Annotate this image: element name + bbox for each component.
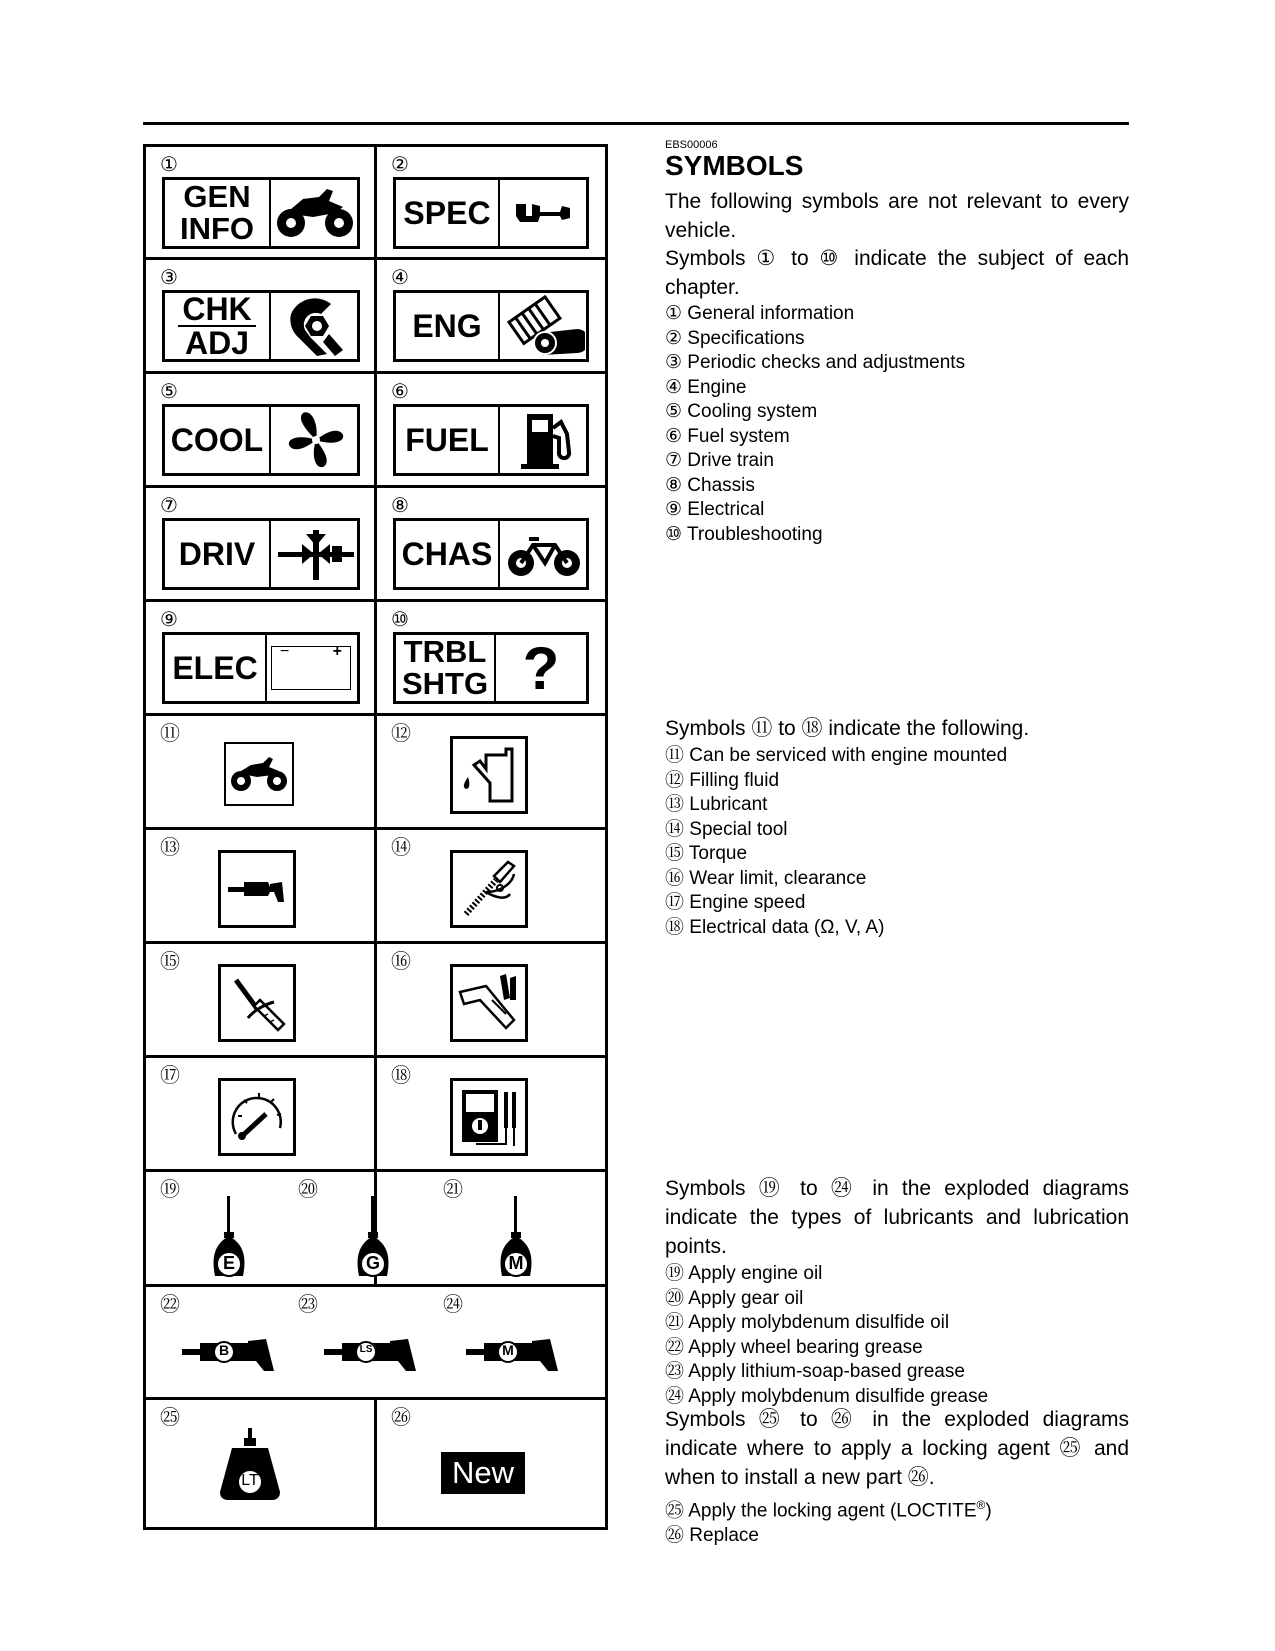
special-tool-icon — [450, 850, 528, 928]
symbol-number: ⑭ — [391, 837, 411, 859]
list-item: ③ Periodic checks and adjustments — [665, 352, 966, 373]
list-item: ㉒ Apply wheel bearing grease — [665, 1336, 923, 1358]
engine-mounted-icon — [224, 742, 294, 806]
locking-agent-icon — [218, 1428, 282, 1502]
tachometer-icon — [218, 1078, 296, 1156]
list-item: ⑳ Apply gear oil — [665, 1287, 804, 1309]
symbol-number: ⑫ — [391, 723, 411, 745]
oil-type-letter: E — [222, 1253, 235, 1273]
symbol-number: ⑰ — [160, 1065, 180, 1087]
page-title: SYMBOLS — [665, 150, 804, 181]
symbol-number: ⑤ — [160, 381, 178, 403]
symbol-number: ⑪ — [160, 723, 180, 745]
fuel-label — [393, 404, 589, 476]
symbol-cell-6 — [377, 374, 605, 485]
list-item: ⑰ Engine speed — [665, 892, 806, 913]
oil-can-icon — [353, 1194, 393, 1278]
list-item: ⑦ Drive train — [665, 450, 774, 471]
symbol-number: ㉓ — [298, 1294, 318, 1316]
new-part-badge: New — [441, 1452, 525, 1494]
filling-fluid-icon — [450, 736, 528, 814]
gear-wrench-icon — [269, 293, 363, 359]
symbol-cell-14 — [377, 830, 605, 941]
grease-type-letter: LS — [359, 1344, 373, 1355]
locking-agent-letters: LT — [241, 1472, 259, 1489]
drive-train-icon — [269, 521, 363, 587]
section-code: EBS00006 — [665, 139, 718, 151]
symbol-number: ⑲ — [160, 1179, 180, 1201]
locking-symbol-list — [665, 1493, 1129, 1548]
list-item: ⑪ Can be serviced with engine mounted — [665, 745, 1008, 766]
list-item: ⑤ Cooling system — [665, 401, 818, 422]
label-text: TRBL — [403, 634, 487, 669]
top-rule — [143, 122, 1129, 125]
list-item-text: ㉕ Apply the locking agent (LOCTITE — [665, 1500, 977, 1522]
symbol-cell-2 — [377, 147, 605, 257]
symbol-number: ③ — [160, 267, 178, 289]
symbol-number: ⑳ — [298, 1179, 318, 1201]
label-text: SHTG — [401, 666, 489, 701]
registered-mark: ® — [976, 1498, 986, 1512]
list-item: ⑬ Lubricant — [665, 794, 768, 815]
section4-paragraph: Symbols ㉕ to ㉖ in the exploded diagrams indicate where to apply a locking agent ㉕ and when to install a new part ㉖. — [665, 1408, 1129, 1489]
symbol-cell-17 — [146, 1058, 374, 1169]
list-item: ㉑ Apply molybdenum disulfide oil — [665, 1312, 950, 1333]
symbol-grid — [143, 144, 608, 1530]
symbol-number: ㉒ — [160, 1294, 180, 1316]
label-text: COOL — [170, 422, 264, 458]
symbol-cell-5 — [146, 374, 374, 485]
minus-sign: − — [280, 643, 290, 660]
symbol-cell-8 — [377, 488, 605, 599]
symbol-cell-18 — [377, 1058, 605, 1169]
list-item: ⑮ Torque — [665, 843, 748, 864]
grease-type-letter: M — [502, 1342, 514, 1358]
label-text: ADJ — [184, 325, 249, 361]
trbl-shtg-label — [393, 632, 589, 704]
service-symbol-list — [665, 744, 1129, 940]
spec-label — [393, 177, 589, 249]
torque-wrench-icon — [218, 964, 296, 1042]
symbol-number: ⑯ — [391, 951, 411, 973]
list-item: ⑧ Chassis — [665, 474, 755, 496]
symbol-cell-26 — [377, 1400, 605, 1527]
label-text: CHK — [178, 293, 255, 327]
label-text: INFO — [179, 211, 255, 246]
oil-type-letter: M — [508, 1253, 524, 1273]
symbol-cell-7 — [146, 488, 374, 599]
plus-sign: + — [332, 643, 342, 660]
symbol-cell-11 — [146, 716, 374, 827]
symbol-number: ④ — [391, 267, 409, 289]
list-item: ⑱ Electrical data (Ω, V, A) — [665, 916, 885, 938]
symbol-number: ⑱ — [391, 1065, 411, 1087]
label-text: DRIV — [178, 536, 256, 572]
symbol-cell-16 — [377, 944, 605, 1055]
symbol-number: ㉖ — [391, 1407, 411, 1429]
label-text: FUEL — [405, 422, 489, 458]
symbol-row-oils — [146, 1172, 605, 1284]
symbol-cell-10 — [377, 602, 605, 713]
symbol-number: ⑬ — [160, 837, 180, 859]
symbol-cell-4 — [377, 260, 605, 371]
oil-type-letter: G — [365, 1253, 380, 1273]
list-item: ① General information — [665, 303, 855, 324]
symbol-number: ⑦ — [160, 495, 178, 517]
section3-paragraph: Symbols ⑲ to ㉔ in the exploded diagrams indicate the types of lubricants and lubrication points. — [665, 1177, 1129, 1258]
symbol-number: ⑮ — [160, 951, 180, 973]
symbol-cell-12 — [377, 716, 605, 827]
list-item: ⑲ Apply engine oil — [665, 1263, 823, 1284]
list-item: ② Specifications — [665, 327, 805, 349]
symbol-number: ② — [391, 154, 409, 176]
wrench-icon — [498, 180, 592, 246]
chassis-icon — [498, 521, 592, 587]
fuel-pump-icon — [498, 407, 592, 473]
driv-label — [162, 518, 360, 590]
lubricant-symbol-list — [665, 1262, 1129, 1409]
symbol-cell-13 — [146, 830, 374, 941]
symbol-number: ⑧ — [391, 495, 409, 517]
list-item — [665, 1493, 1129, 1524]
grease-tube-icon — [182, 1339, 274, 1371]
grease-tube-icon — [324, 1339, 416, 1371]
list-item-text: ) — [985, 1500, 992, 1522]
question-icon: ? — [522, 634, 560, 702]
list-item: ⑭ Special tool — [665, 818, 788, 840]
symbol-cell-25 — [146, 1400, 374, 1527]
symbol-number: ⑩ — [391, 609, 409, 631]
list-item: ㉓ Apply lithium-soap-based grease — [665, 1361, 965, 1382]
battery-icon — [265, 635, 357, 701]
intro-paragraph-2: Symbols ① to ⑩ indicate the subject of each chapter. — [665, 247, 1129, 299]
chas-label — [393, 518, 589, 590]
label-text: ENG — [412, 308, 482, 344]
list-item: ⑥ Fuel system — [665, 425, 790, 447]
grease-type-letter: B — [218, 1342, 230, 1358]
symbol-cell-3 — [146, 260, 374, 371]
label-text: CHAS — [401, 536, 493, 572]
symbol-number: ㉕ — [160, 1407, 180, 1429]
symbol-cell-15 — [146, 944, 374, 1055]
caliper-icon — [450, 964, 528, 1042]
symbol-number: ① — [160, 154, 178, 176]
atv-icon — [269, 180, 363, 246]
symbol-row-greases — [146, 1287, 605, 1397]
symbol-number: ㉔ — [443, 1294, 463, 1316]
label-text: GEN — [183, 179, 251, 214]
label-text: SPEC — [403, 195, 491, 231]
symbol-cell-9 — [146, 602, 374, 713]
lubricant-icon — [218, 850, 296, 928]
oil-can-icon — [496, 1194, 536, 1278]
fan-icon — [269, 407, 363, 473]
list-item: ④ Engine — [665, 376, 747, 398]
list-item: ⑨ Electrical — [665, 499, 765, 520]
oil-can-icon — [209, 1194, 249, 1278]
engine-icon — [498, 293, 592, 359]
list-item: ⑯ Wear limit, clearance — [665, 867, 867, 889]
list-item: ㉖ Replace — [665, 1524, 759, 1546]
list-item: ㉔ Apply molybdenum disulfide grease — [665, 1385, 989, 1407]
section2-paragraph: Symbols ⑪ to ⑱ indicate the following. — [665, 717, 1030, 740]
gen-info-label — [162, 177, 360, 249]
intro-paragraph: The following symbols are not relevant to every vehicle. — [665, 190, 1129, 242]
cool-label — [162, 404, 360, 476]
symbol-number: ⑥ — [391, 381, 409, 403]
symbol-number: ㉑ — [443, 1179, 463, 1201]
eng-label — [393, 290, 589, 362]
list-item: ⑫ Filling fluid — [665, 769, 780, 791]
grease-tube-icon — [466, 1339, 558, 1371]
elec-label — [162, 632, 360, 704]
chapter-symbol-list — [665, 302, 1129, 547]
symbol-cell-1 — [146, 147, 374, 257]
list-item: ⑩ Troubleshooting — [665, 523, 823, 545]
label-text: ELEC — [172, 650, 258, 686]
multimeter-icon — [450, 1078, 528, 1156]
symbol-number: ⑨ — [160, 609, 178, 631]
chk-adj-label — [162, 290, 360, 362]
